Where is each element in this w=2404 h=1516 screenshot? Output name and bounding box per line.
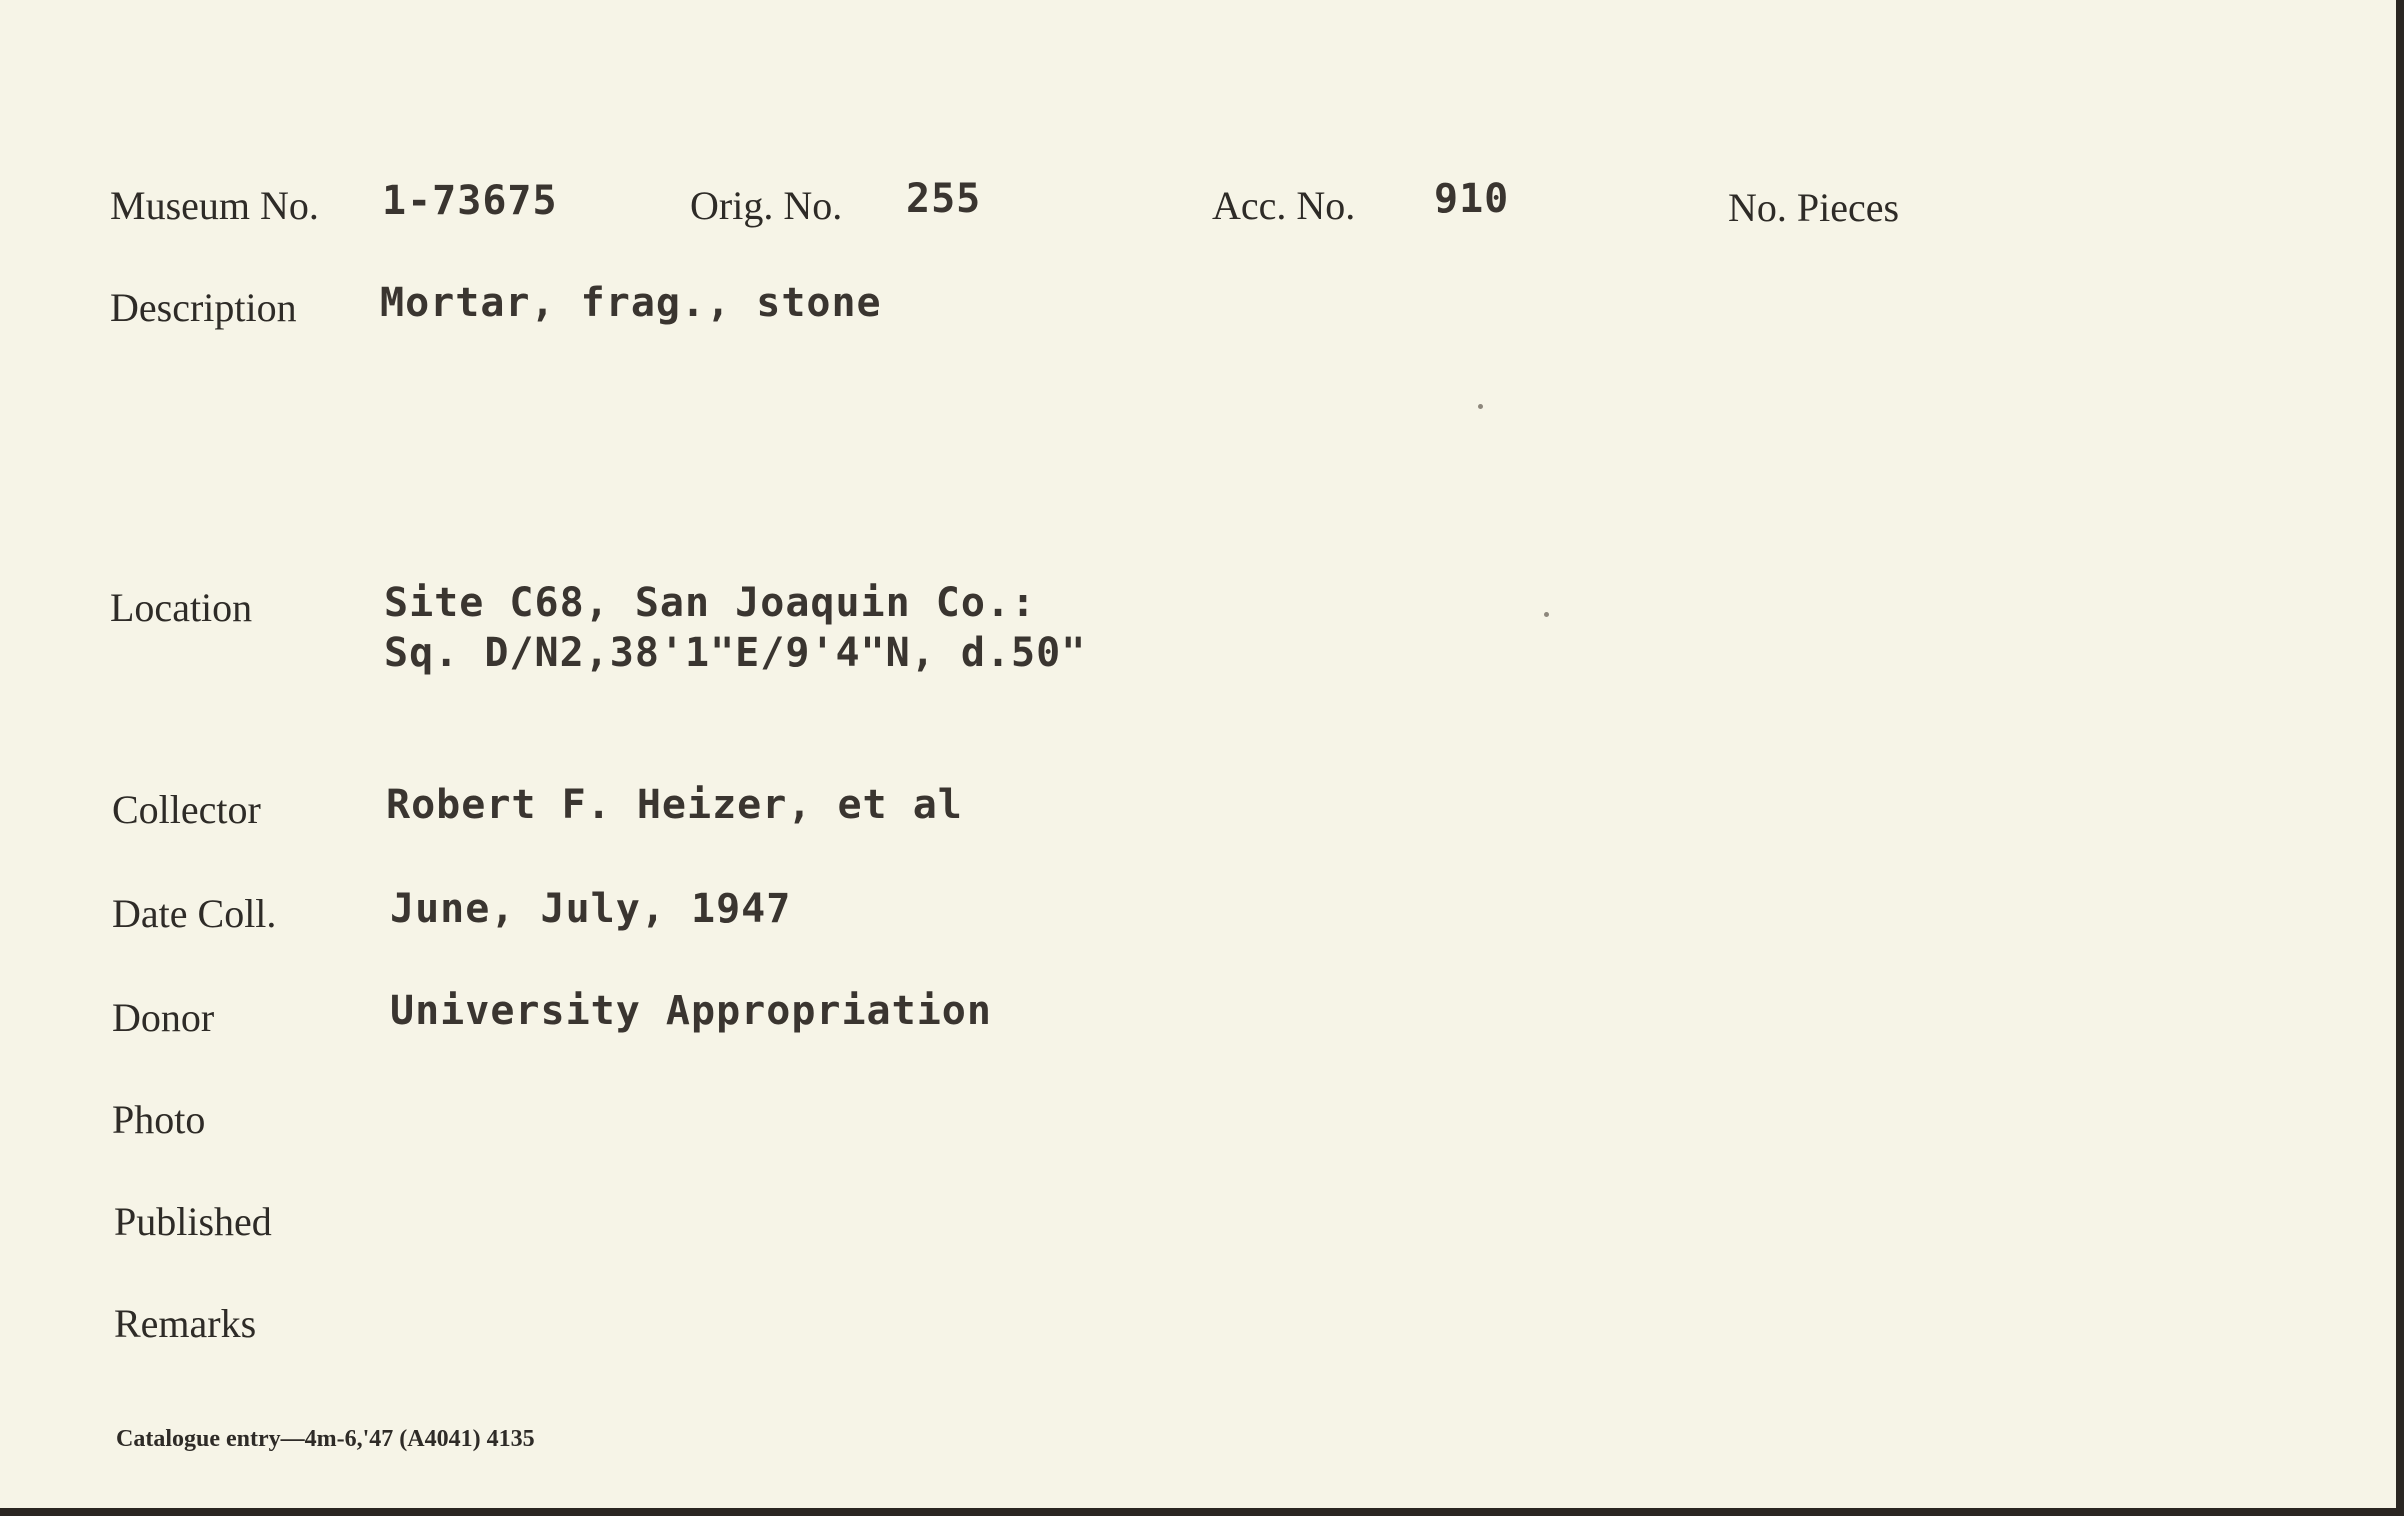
date-coll-value: June, July, 1947	[390, 886, 792, 932]
catalogue-entry-footer: Catalogue entry—4m-6,'47 (A4041) 4135	[116, 1426, 535, 1452]
museum-no-value: 1-73675	[382, 178, 558, 224]
remarks-label: Remarks	[114, 1301, 257, 1346]
collector-label: Collector	[112, 787, 261, 832]
donor-label: Donor	[112, 995, 215, 1040]
date-coll-label: Date Coll.	[112, 891, 277, 936]
museum-no-label: Museum No.	[110, 183, 319, 228]
acc-no-value: 910	[1434, 176, 1510, 222]
collector-value: Robert F. Heizer, et al	[386, 782, 963, 828]
location-value-line2: Sq. D/N2,38'1"E/9'4"N, d.50"	[384, 630, 1087, 676]
location-label: Location	[110, 585, 253, 630]
photo-label: Photo	[112, 1097, 206, 1142]
paper-speck	[1544, 612, 1549, 617]
published-label: Published	[114, 1199, 272, 1244]
donor-value: University Appropriation	[390, 988, 992, 1034]
location-value-line1: Site C68, San Joaquin Co.:	[384, 580, 1037, 626]
no-pieces-label: No. Pieces	[1728, 185, 1900, 230]
orig-no-value: 255	[906, 176, 982, 222]
description-value: Mortar, frag., stone	[380, 280, 882, 326]
description-label: Description	[110, 285, 297, 330]
orig-no-label: Orig. No.	[690, 183, 843, 228]
paper-speck	[1478, 404, 1483, 409]
acc-no-label: Acc. No.	[1212, 183, 1356, 228]
